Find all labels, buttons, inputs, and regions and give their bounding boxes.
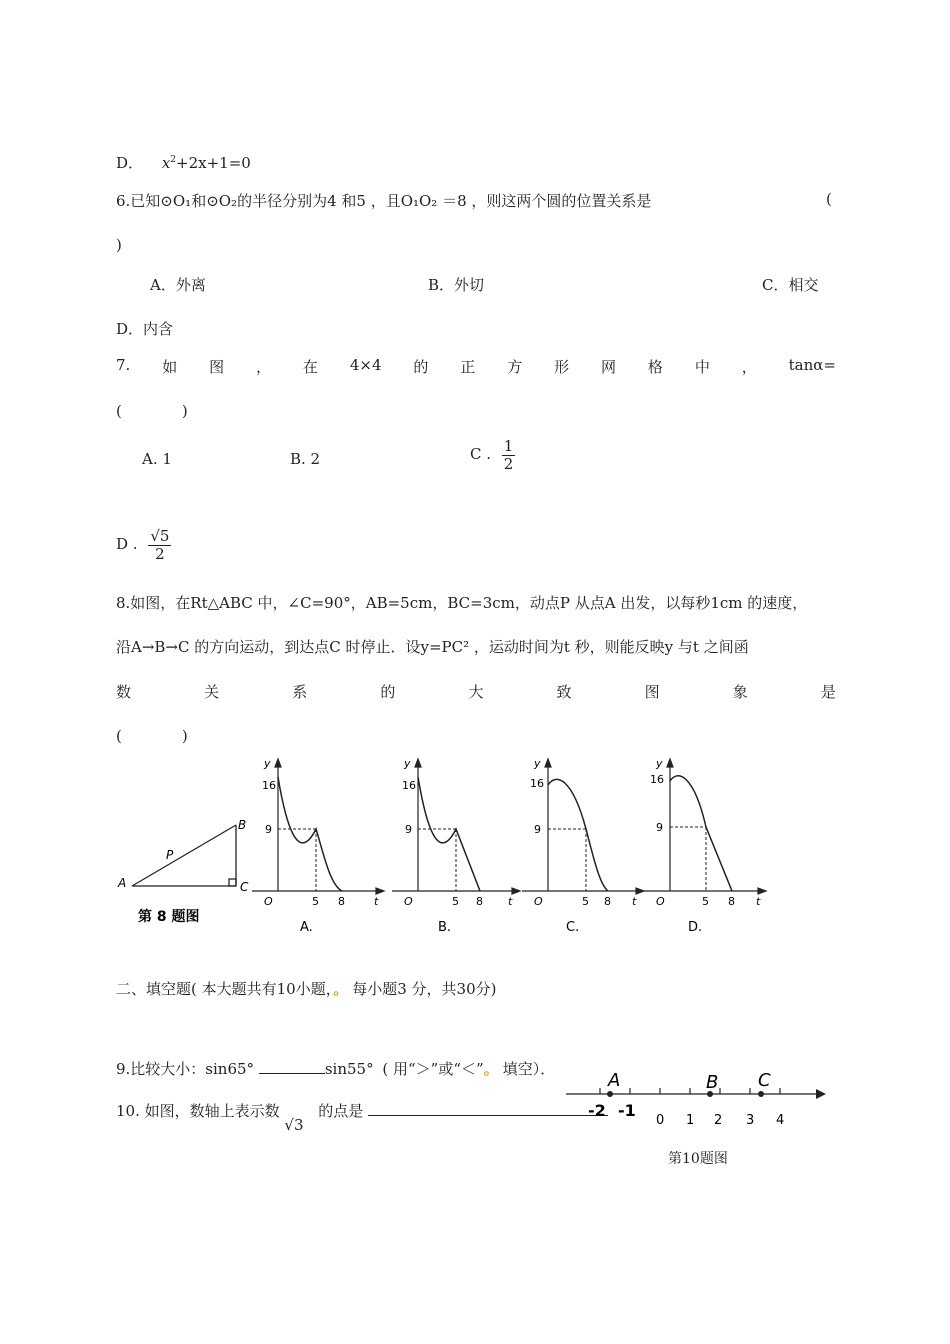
q6-option-c: C．相交 [762,276,819,294]
graph-c-label: C. [566,920,580,935]
q8-figure-caption: 第 8 题图 [138,909,200,925]
tick-label: 1 [686,1113,695,1128]
q7-word: ， [256,358,272,376]
origin-label: O [404,895,413,908]
math-variable: x [161,154,171,172]
tick-5: 5 [452,895,459,908]
numerator: √5 [150,527,170,545]
graph-a [252,757,384,935]
accent-dot: 。 [333,980,349,998]
q7-word: 网 [601,358,617,376]
q8-line-2: 沿A→B→C 的方向运动，到达点C 时停止．设y=PC² ，运动时间为t 秒，则能反映y 与t 之间函 [116,638,749,656]
point-b-label: B [706,1072,719,1093]
q8-word: 数 [116,683,132,701]
tick-9: 9 [265,823,272,836]
q10-sqrt: √3 [284,1116,304,1134]
triangle-label-b: B [238,818,247,832]
point-c-label: C [758,1070,771,1091]
origin-label: O [534,895,543,908]
option-label: D． [116,154,144,172]
q7-word: 正 [460,358,476,376]
tick-16: 16 [530,777,544,790]
tick-8: 8 [338,895,345,908]
tick-9: 9 [405,823,412,836]
tick-8: 8 [604,895,611,908]
q8-word: 致 [556,683,572,701]
q8-line-1: 8.如图，在Rt△ABC 中，∠C=90°，AB=5cm，BC=3cm，动点P 从点A 出发，以每秒1cm 的速度， [116,594,808,612]
fraction [502,438,516,472]
q8-triangle [132,825,236,886]
q10-suffix: 的点是 [318,1102,364,1120]
q8-word: 是 [820,683,836,701]
triangle-label-p: P [166,848,174,862]
tick-label: -1 [618,1101,636,1120]
origin-label: O [264,895,273,908]
q6-option-b: B．外切 [428,276,485,294]
section-2-suffix: 每小题3 分，共30分) [352,980,497,998]
q7-word: 方 [507,358,523,376]
math-expression: +2x+1=0 [176,154,251,172]
q6-paren-open: ( [826,190,832,208]
q7-option-c [470,438,515,472]
q6-paren-close: ) [116,236,122,254]
tick-5: 5 [702,895,709,908]
q5-option-d [116,152,251,173]
axis-y-label: y [404,757,411,770]
exponent: 2 [170,155,177,165]
tick-8: 8 [476,895,483,908]
graph-d-label: D. [688,920,703,935]
tick-label: 2 [714,1113,723,1128]
section-2-header [116,978,497,999]
tick-5: 5 [312,895,319,908]
tick-9: 9 [534,823,541,836]
triangle-label-a: A [118,876,127,890]
q8-paren: ( ) [116,727,188,745]
q7-word: 在 [302,358,318,376]
q10-number-line [560,1062,832,1132]
fraction [148,528,171,562]
q10-prefix: 10. 如图，数轴上表示数 [116,1102,280,1120]
triangle-label-c: C [240,880,249,894]
axis-t-label: t [632,895,637,908]
numerator: 1 [503,437,514,455]
q7-option-b: B. 2 [290,450,321,468]
q7-word: 中 [694,358,710,376]
tick-label: 4 [776,1113,785,1128]
q9-suffix-b: 填空）． [502,1060,556,1078]
q7-word: tanα= [788,356,836,374]
accent-dot: 。 [483,1060,499,1078]
q9-middle: sin55° [324,1060,374,1078]
q7-word: 4×4 [349,356,382,374]
tick-16: 16 [650,773,664,786]
q7-word: ， [741,358,757,376]
tick-label: 3 [746,1113,755,1128]
q10-question [116,1100,608,1134]
denominator: 2 [503,454,514,473]
q9-answer-blank[interactable] [259,1059,325,1074]
tick-5: 5 [582,895,589,908]
q7-word: 图 [209,358,225,376]
q9-suffix-a: ( 用“＞”或“＜” [382,1060,484,1078]
point-a [607,1091,613,1097]
tick-8: 8 [728,895,735,908]
axis-y-label: y [656,757,663,770]
point-a-label: A [608,1070,621,1091]
q8-word: 系 [292,683,308,701]
tick-label: -2 [588,1101,606,1120]
axis-y-label: y [264,757,271,770]
q7-word: 格 [647,358,663,376]
q8-word: 象 [732,683,748,701]
option-label: C . [470,445,492,463]
q7-word: 7. [116,356,131,374]
axis-t-label: t [756,895,761,908]
denominator: 2 [155,544,165,563]
q9-prefix: 9.比较大小：sin65° [116,1060,255,1078]
graph-b [392,757,520,935]
q8-line-3 [116,681,836,702]
q6-question: 6.已知⊙O₁和⊙O₂的半径分别为4 和5 ，且O₁O₂ ＝8 ，则这两个圆的位置关系是 [116,192,652,210]
q7-word: 的 [413,358,429,376]
axis-t-label: t [374,895,379,908]
q7-option-a: A. 1 [142,450,172,468]
graph-b-label: B. [438,920,452,935]
q8-word: 关 [204,683,220,701]
tick-16: 16 [262,779,276,792]
origin-label: O [656,895,665,908]
q8-figure [110,755,780,945]
axis-y-label: y [534,757,541,770]
q7-paren: ( ) [116,402,188,420]
q7-question [116,356,836,377]
q6-option-d: D．内含 [116,320,174,338]
q9-question [116,1058,555,1079]
graph-a-label: A. [300,920,313,935]
q8-word: 大 [468,683,484,701]
point-c [758,1091,764,1097]
graph-c [522,757,644,935]
q8-word: 的 [380,683,396,701]
tick-16: 16 [402,779,416,792]
q7-word: 如 [162,358,178,376]
section-2-prefix: 二、填空题( 本大题共有10小题， [116,980,334,998]
tick-9: 9 [656,821,663,834]
q7-word: 形 [554,358,570,376]
q7-option-d [116,528,171,562]
q10-figure-caption: 第10题图 [668,1151,728,1167]
option-label: D . [116,535,138,553]
axis-t-label: t [508,895,513,908]
q8-word: 图 [644,683,660,701]
q6-option-a: A．外离 [150,276,206,294]
tick-label: 0 [656,1113,665,1128]
graph-d [644,757,766,935]
